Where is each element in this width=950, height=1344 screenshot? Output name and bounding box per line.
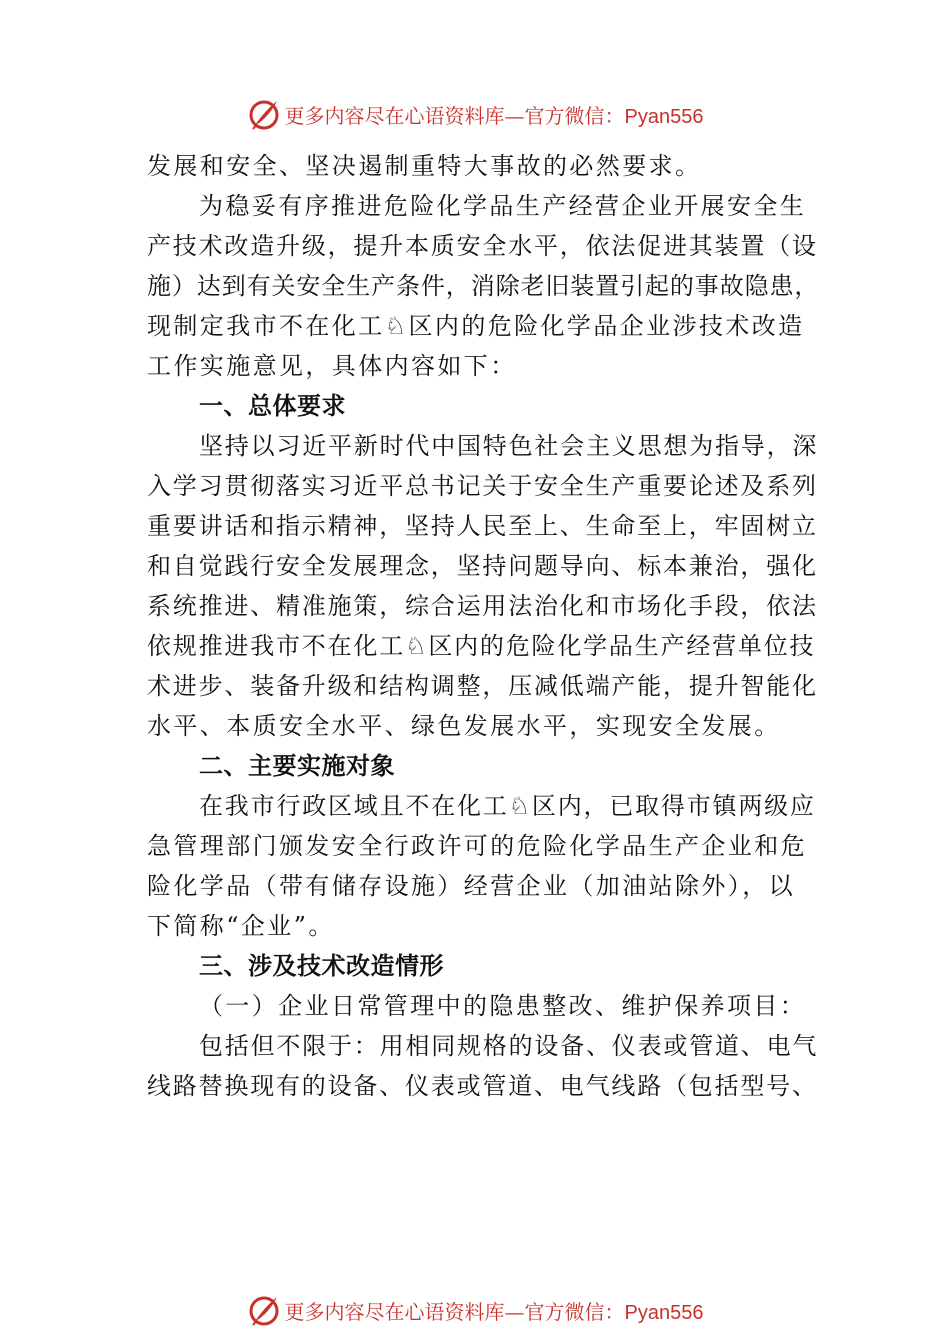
body-line: 依规推进我市不在化工♘区内的危险化学品生产经营单位技 [147,632,816,660]
body-line: 术进步、装备升级和结构调整，压减低端产能，提升智能化 [147,672,818,700]
watermark-dash: — [504,103,525,128]
watermark-label: 官方微信： [524,103,625,128]
watermark-dash: — [504,1299,525,1324]
watermark-text [285,100,704,129]
watermark-brand: 更多内容尽在心语资料库 [284,1299,505,1324]
body-line: 下简称“企业”。 [147,912,335,940]
section-heading: 一、总体要求 [199,392,346,420]
watermark-id: Pyan556 [624,105,704,128]
body-line: 施）达到有关安全生产条件，消除老旧装置引起的事故隐患， [147,272,820,300]
footer-watermark [0,1290,950,1330]
section-heading: 三、涉及技术改造情形 [199,952,444,980]
section-heading: 二、主要实施对象 [199,752,395,780]
body-line: 发展和安全、坚决遏制重特大事故的必然要求。 [147,152,702,180]
body-line: 坚持以习近平新时代中国特色社会主义思想为指导，深 [199,432,819,460]
body-line: 产技术改造升级，提升本质安全水平，依法促进其装置（设 [147,232,818,260]
body-line: 和自觉践行安全发展理念，坚持问题导向、标本兼治，强化 [147,552,818,580]
body-line: 现制定我市不在化工♘区内的危险化学品企业涉技术改造 [147,312,805,340]
document-body [147,146,819,1106]
body-line: 线路替换现有的设备、仪表或管道、电气线路（包括型号、 [147,1072,818,1100]
body-line: 工作实施意见，具体内容如下： [147,352,517,380]
watermark-label: 官方微信： [524,1299,625,1324]
quill-circle-icon [247,97,281,131]
header-watermark [0,94,950,134]
body-line: 险化学品（带有储存设施）经营企业（加油站除外），以 [147,872,795,900]
body-line: 在我市行政区域且不在化工♘区内，已取得市镇两级应 [199,792,816,820]
body-line: 入学习贯彻落实习近平总书记关于安全生产重要论述及系列 [147,472,818,500]
body-line: 急管理部门颁发安全行政许可的危险化学品生产企业和危 [147,832,807,860]
watermark-text [285,1296,704,1325]
body-line: 重要讲话和指示精神，坚持人民至上、生命至上，牢固树立 [147,512,818,540]
body-line: 为稳妥有序推进危险化学品生产经营企业开展安全生 [199,192,807,220]
body-line: 包括但不限于：用相同规格的设备、仪表或管道、电气 [199,1032,819,1060]
body-line: 水平、本质安全水平、绿色发展水平，实现安全发展。 [147,712,781,740]
quill-circle-icon [247,1293,281,1327]
body-line: 系统推进、精准施策，综合运用法治化和市场化手段，依法 [147,592,818,620]
watermark-id: Pyan556 [624,1301,704,1324]
watermark-brand: 更多内容尽在心语资料库 [284,103,505,128]
sub-heading: （一）企业日常管理中的隐患整改、维护保养项目： [199,992,807,1020]
